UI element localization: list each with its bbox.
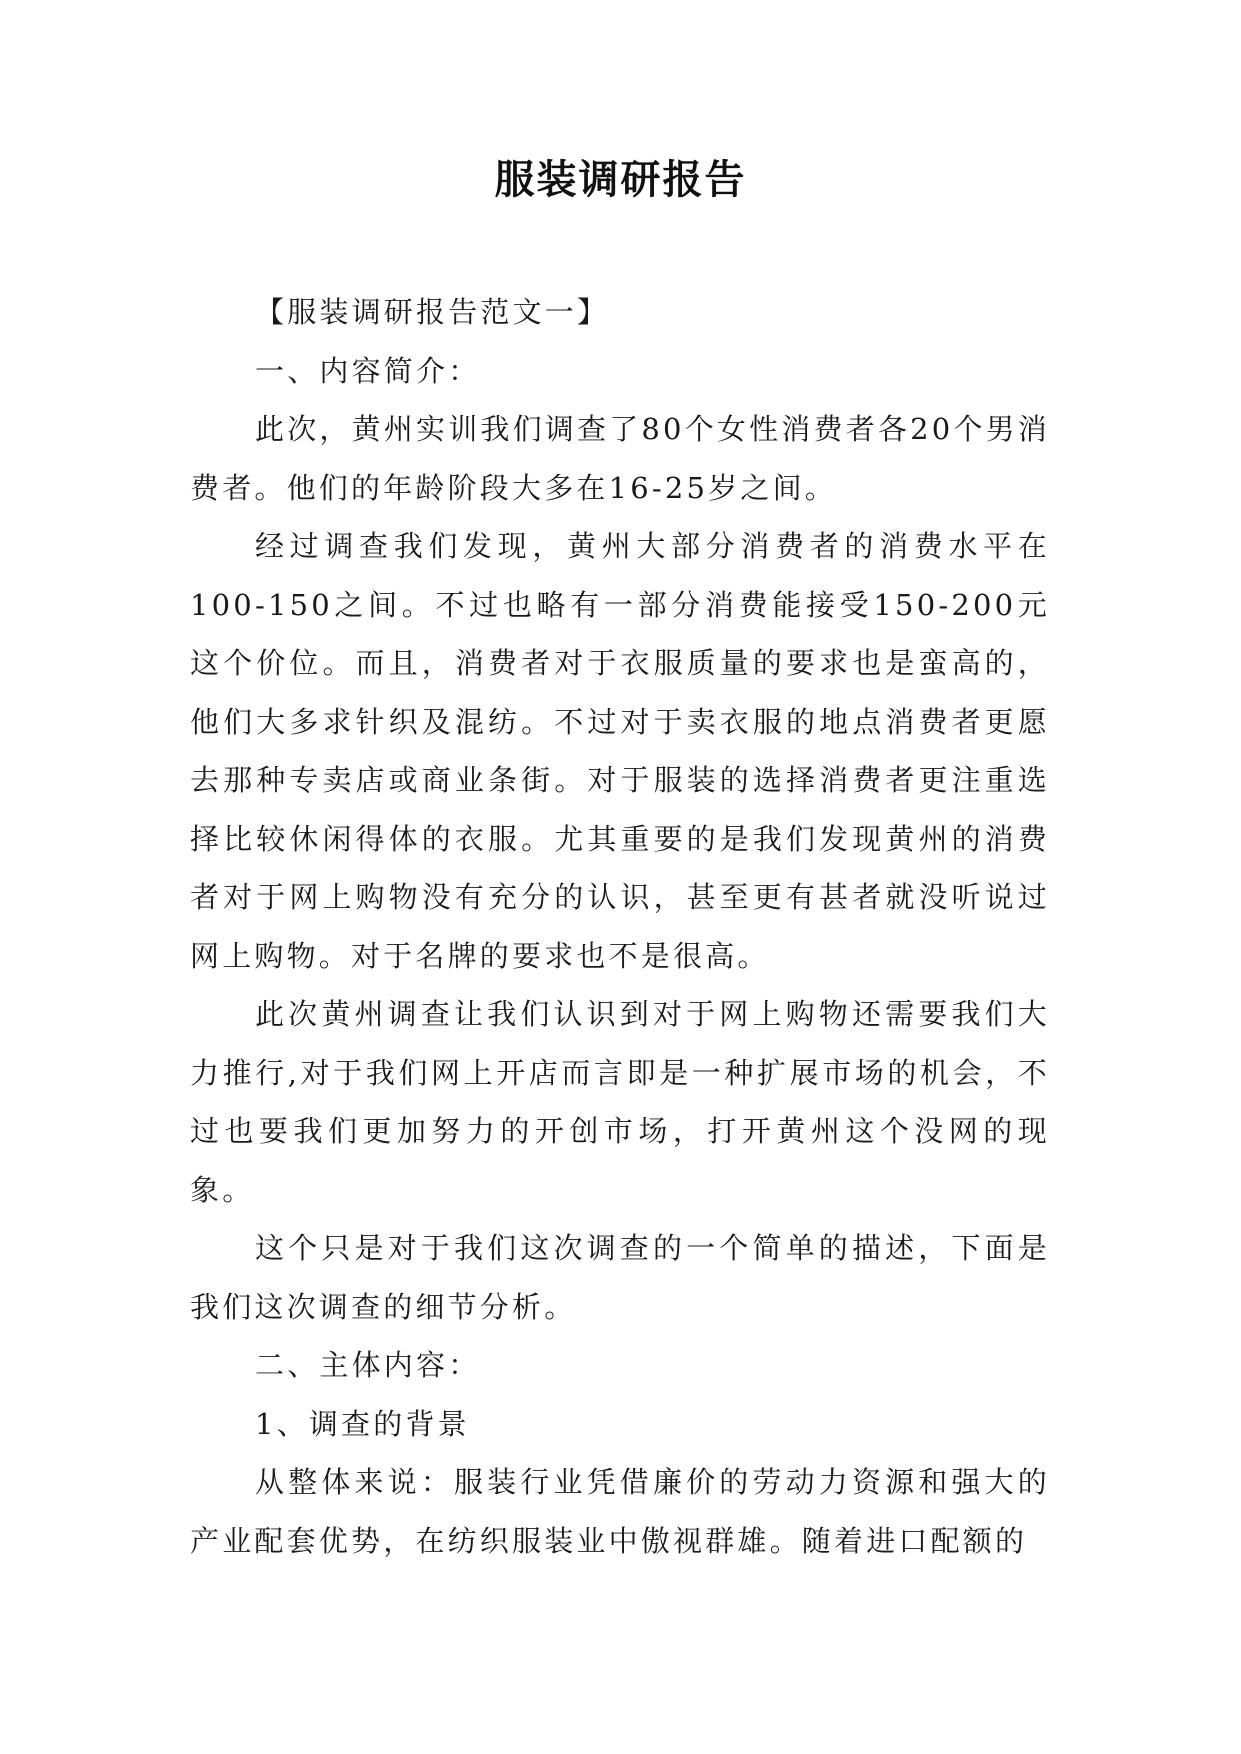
section-heading-main-content: 二、主体内容：: [255, 1348, 481, 1382]
paragraph-online-shopping: 此次黄州调查让我们认识到对于网上购物还需要我们大力推行,对于我们网上开店而言即是一种扩展市场的机会，不过也要我们更加努力的开创市场，打开黄州这个没网的现象。: [190, 997, 1050, 1207]
section-heading-sample-one: 【服装调研报告范文一】: [255, 295, 610, 329]
paragraph-industry-overview: 从整体来说：服装行业凭借廉价的劳动力资源和强大的产业配套优势，在纺织服装业中傲视群雄。随着进口配额的: [190, 1465, 1050, 1558]
paragraph-transition: 这个只是对于我们这次调查的一个简单的描述，下面是我们这次调查的细节分析。: [190, 1231, 1050, 1324]
section-heading-summary: 一、内容简介：: [255, 353, 481, 388]
paragraph-survey-intro: 此次，黄州实训我们调查了80个女性消费者各20个男消费者。他们的年龄阶段大多在16-25岁之间。: [190, 412, 1051, 505]
subheading-background: 1、调查的背景: [255, 1406, 470, 1441]
document-body: [190, 283, 1050, 1570]
paragraph-findings: 经过调查我们发现，黄州大部分消费者的消费水平在100-150之间。不过也略有一部分消费能接受150-200元这个价位。而且，消费者对于衣服质量的要求也是蛮高的，他们大多求针织及混纺。不过对于卖衣服的地点消费者更愿去那种专卖店或商业条街。对于服装的选择消费者更注重选择比较休闲得体的衣服。尤其重要的是我们发现黄州的消费者对于网上购物没有充分的认识，甚至更有甚者就没听说过网上购物。对于名牌的要求也不是很高。: [190, 529, 1050, 973]
document-title: 服装调研报告: [494, 157, 747, 203]
